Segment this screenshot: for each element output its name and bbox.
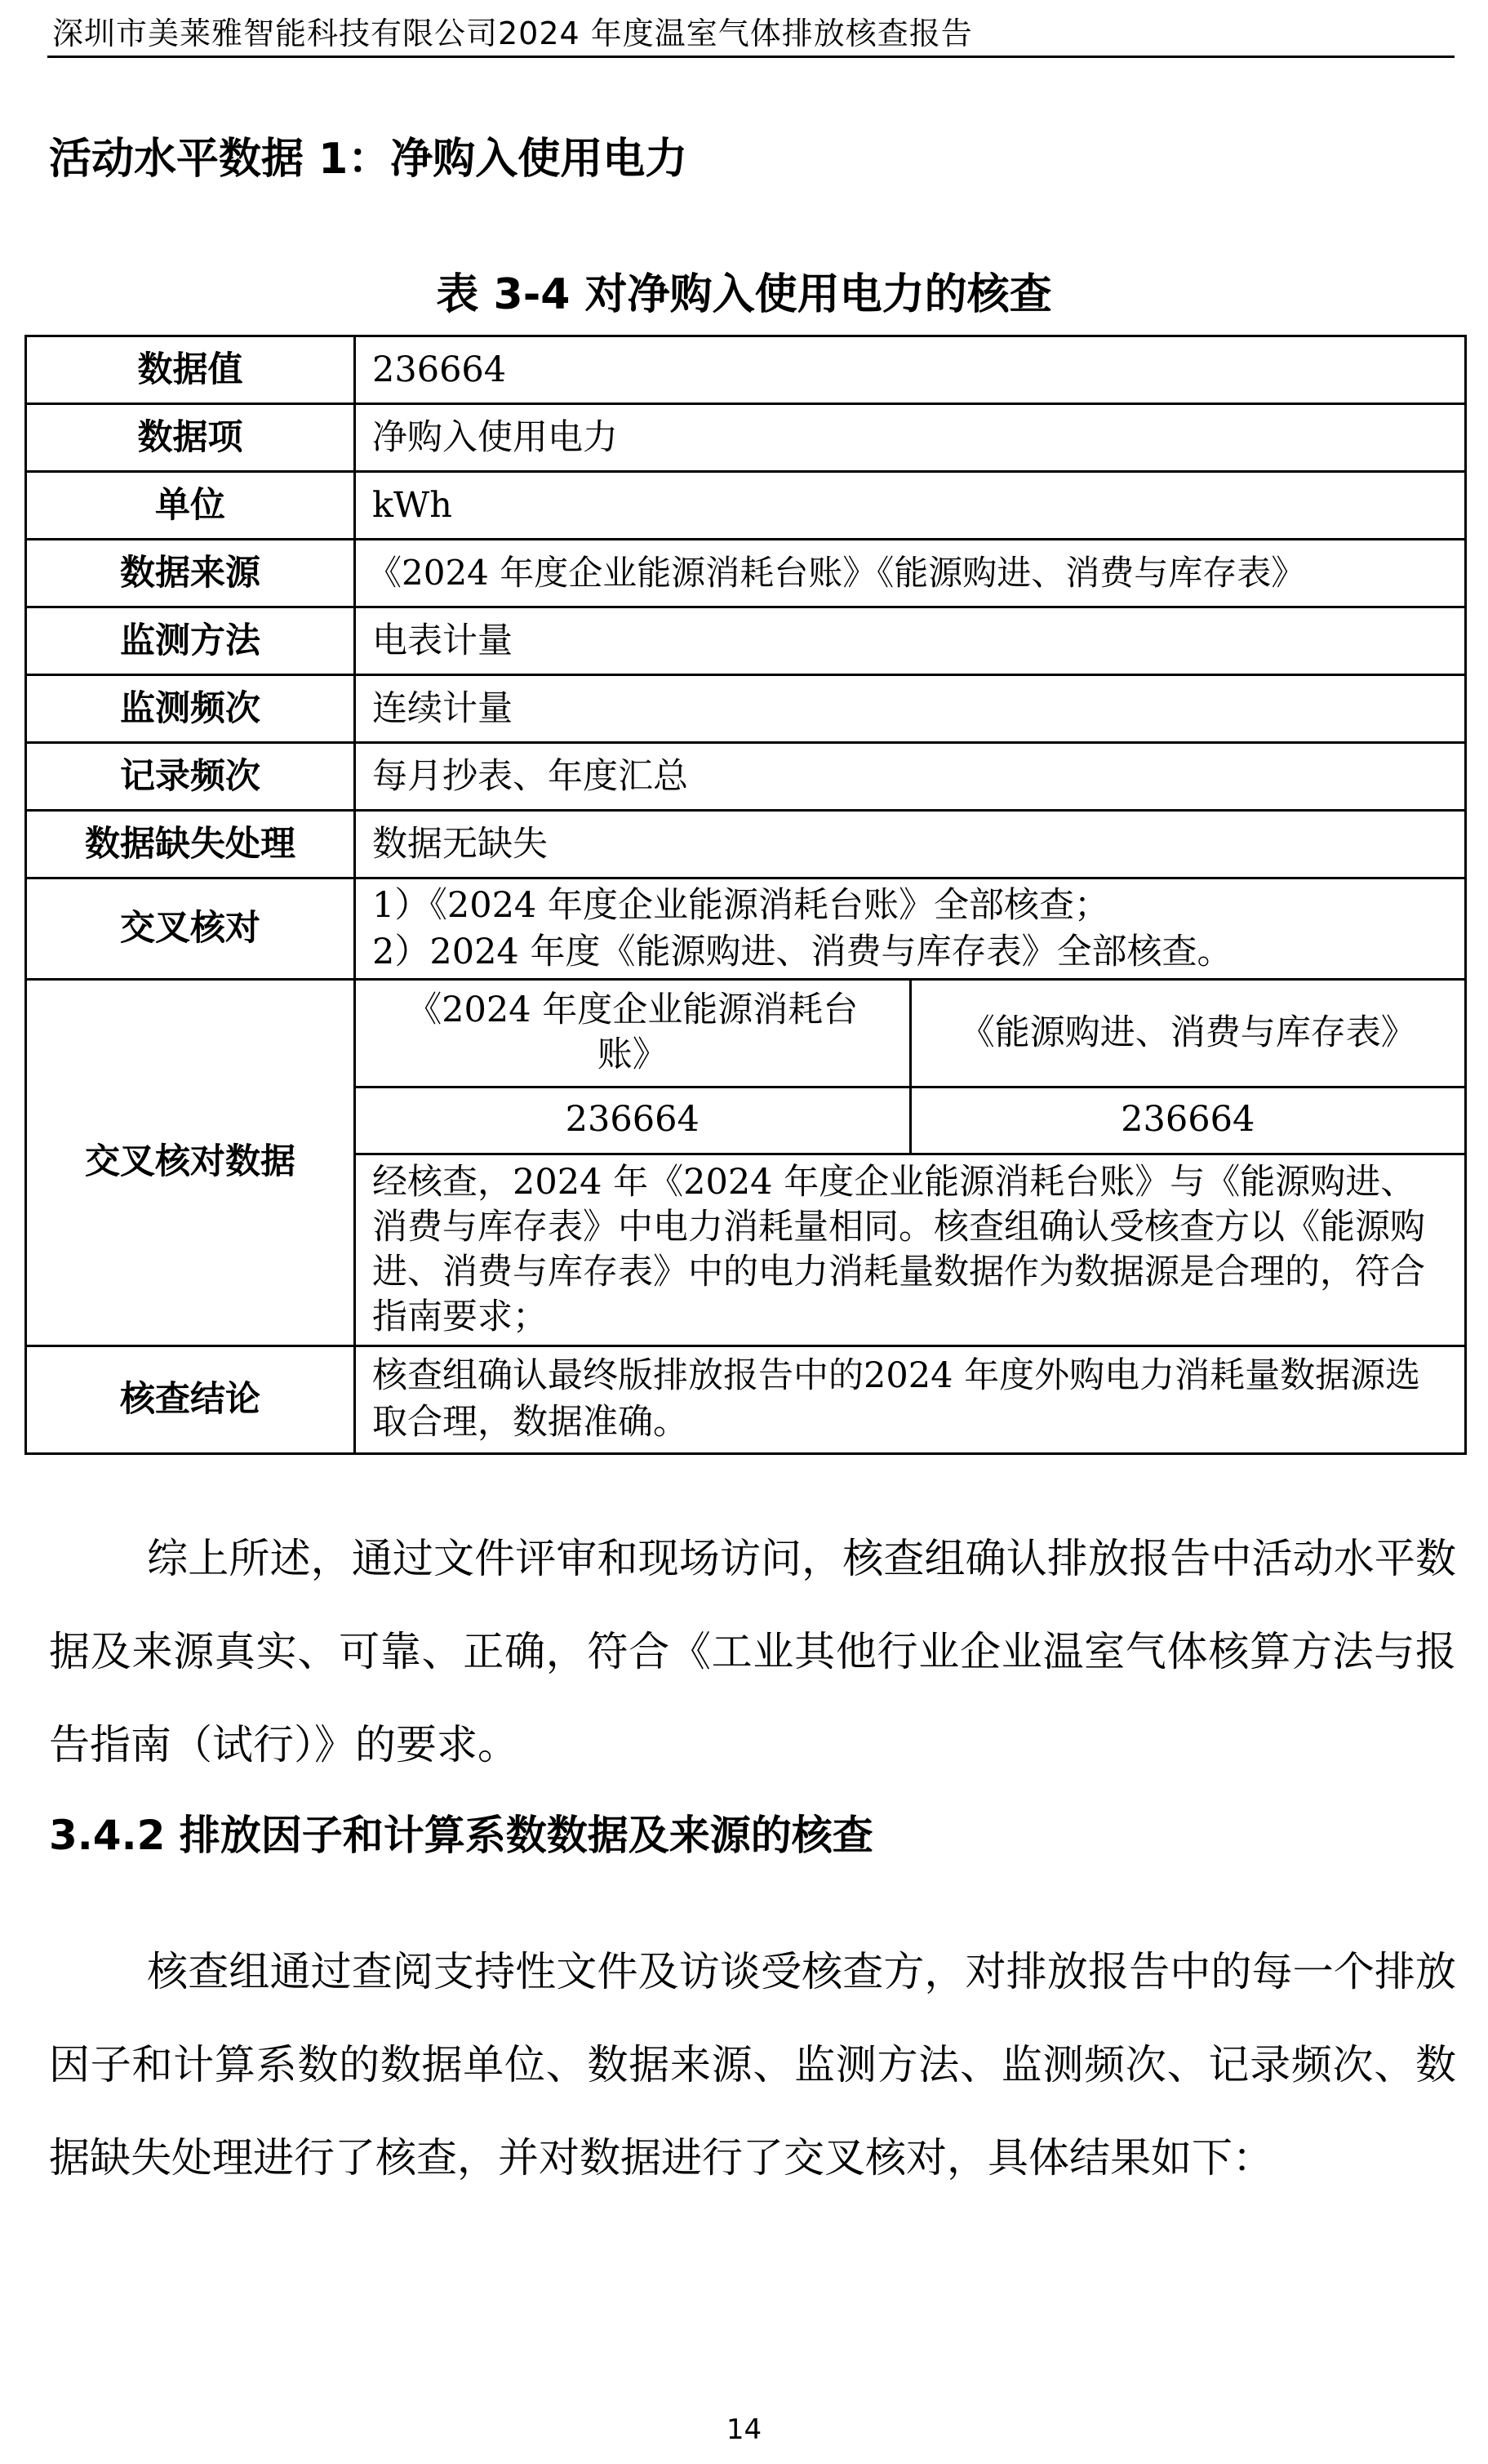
row-value: 每月抄表、年度汇总 (355, 743, 1466, 811)
row-value: 净购入使用电力 (355, 404, 1466, 472)
subtable-header-ledger: 《2024 年度企业能源消耗台账》 (356, 981, 910, 1087)
row-value: 电表计量 (355, 607, 1466, 675)
section-title: 活动水平数据 1：净购入使用电力 (49, 135, 688, 184)
row-value: kWh (355, 472, 1466, 540)
cross-check-cell (355, 878, 1466, 980)
table-row (26, 811, 1466, 878)
row-value: 236664 (355, 336, 1466, 404)
body-paragraph (49, 1925, 1456, 2204)
table-row (26, 607, 1466, 675)
table-row (26, 1345, 1466, 1453)
cross-data-subtable (356, 981, 1464, 1345)
table-caption: 表 3-4 对净购入使用电力的核查 (436, 270, 1052, 319)
subtable-value-inventory: 236664 (910, 1087, 1464, 1154)
subsection-title: 3.4.2 排放因子和计算系数数据及来源的核查 (49, 1812, 873, 1859)
row-label: 核查结论 (26, 1345, 355, 1453)
table-row (26, 878, 1466, 980)
row-label: 数据值 (26, 336, 355, 404)
running-header: 深圳市美莱雅智能科技有限公司2024 年度温室气体排放核查报告 (52, 16, 973, 51)
table-row (26, 404, 1466, 472)
row-label: 记录频次 (26, 743, 355, 811)
table-row (26, 675, 1466, 743)
table-row (26, 540, 1466, 607)
row-label: 单位 (26, 472, 355, 540)
table-row (26, 336, 1466, 404)
body-text: 核查组通过查阅支持性文件及访谈受核查方，对排放报告中的每一个排放因子和计算系数的数据单位、数据来源、监测方法、监测频次、记录频次、数据缺失处理进行了核查，并对数据进行了交叉核对，具体结果如下： (49, 1948, 1456, 2182)
row-label: 交叉核对数据 (26, 980, 355, 1346)
cross-check-line-1: 1）《2024 年度企业能源消耗台账》全部核查； (372, 884, 1109, 926)
row-value: 连续计量 (355, 675, 1466, 743)
row-label: 数据缺失处理 (26, 811, 355, 878)
row-label: 交叉核对 (26, 878, 355, 980)
subtable-header-inventory: 《能源购进、消费与库存表》 (910, 981, 1464, 1087)
row-value: 《2024 年度企业能源消耗台账》《能源购进、消费与库存表》 (355, 540, 1466, 607)
page-number: 14 (726, 2413, 762, 2446)
table-row (26, 743, 1466, 811)
summary-text: 综上所述，通过文件评审和现场访问，核查组确认排放报告中活动水平数据及来源真实、可靠、正确，符合《工业其他行业企业温室气体核算方法与报告指南（试行）》的要求。 (49, 1535, 1456, 1768)
cross-data-note: 经核查，2024 年《2024 年度企业能源消耗台账》与《能源购进、消费与库存表》中电力消耗量相同。核查组确认受核查方以《能源购进、消费与库存表》中的电力消耗量数据作为数据源是合理的，符合指南要求； (356, 1154, 1464, 1345)
conclusion-value: 核查组确认最终版排放报告中的2024 年度外购电力消耗量数据源选取合理，数据准确。 (355, 1345, 1466, 1453)
row-label: 监测频次 (26, 675, 355, 743)
row-label: 数据项 (26, 404, 355, 472)
row-value: 数据无缺失 (355, 811, 1466, 878)
table-row (26, 980, 1466, 1346)
header-divider (47, 56, 1455, 58)
verification-table (24, 335, 1467, 1455)
row-label: 数据来源 (26, 540, 355, 607)
table-row (26, 472, 1466, 540)
cross-check-line-2: 2）2024 年度《能源购进、消费与库存表》全部核查。 (372, 931, 1233, 972)
row-label: 监测方法 (26, 607, 355, 675)
subtable-value-ledger: 236664 (356, 1087, 910, 1154)
cross-data-cell (355, 980, 1466, 1346)
summary-paragraph (49, 1512, 1456, 1791)
